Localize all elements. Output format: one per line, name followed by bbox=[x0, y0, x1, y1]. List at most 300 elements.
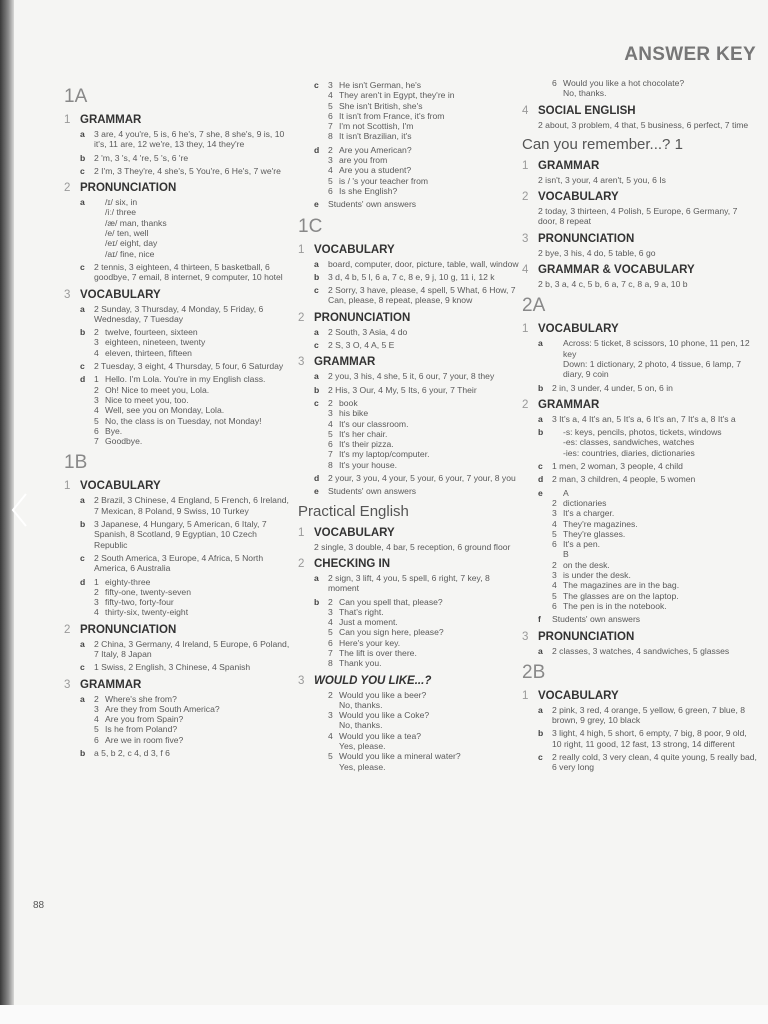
answer-row bbox=[94, 337, 292, 347]
answer-row bbox=[552, 591, 758, 601]
row-text: -s: keys, pencils, photos, tickets, windows bbox=[563, 427, 722, 438]
row-text: thirty-six, twenty-eight bbox=[105, 607, 189, 618]
item-letter: a bbox=[314, 371, 319, 382]
answer-row bbox=[94, 395, 292, 405]
section-heading bbox=[522, 630, 758, 644]
answer-row bbox=[94, 577, 292, 587]
row-text: Are we in room five? bbox=[105, 734, 184, 745]
answer-row bbox=[328, 419, 520, 429]
answer-list bbox=[64, 374, 292, 446]
page-title: ANSWER KEY bbox=[624, 44, 756, 65]
section-heading bbox=[522, 689, 758, 703]
answer-row bbox=[328, 731, 520, 741]
answer-rows bbox=[328, 597, 520, 669]
answer-row bbox=[328, 121, 520, 131]
section-title: GRAMMAR bbox=[80, 114, 142, 126]
row-text: He isn't German, he's bbox=[339, 80, 422, 90]
answer-text: 2 China, 3 Germany, 4 Ireland, 5 Europe, 6 Poland, 7 Italy, 8 Japan bbox=[94, 638, 290, 659]
section-title: PRONUNCIATION bbox=[80, 623, 177, 636]
row-text: Yes, please. bbox=[339, 741, 386, 752]
chevron-left-icon bbox=[8, 490, 32, 530]
answer-row bbox=[328, 80, 520, 90]
answer-text: board, computer, door, picture, table, wall, window bbox=[328, 258, 519, 269]
answer-row bbox=[328, 460, 520, 470]
row-number: 6 bbox=[328, 637, 333, 648]
answer-row bbox=[328, 165, 520, 175]
row-text: I'm not Scottish, I'm bbox=[339, 121, 414, 132]
section-title: GRAMMAR bbox=[314, 356, 376, 369]
answer-row bbox=[94, 694, 292, 704]
row-number bbox=[552, 338, 563, 359]
section-number: 2 bbox=[522, 191, 529, 204]
row-number bbox=[552, 488, 563, 498]
answer-row bbox=[328, 751, 520, 761]
row-text: It isn't Brazilian, it's bbox=[339, 131, 412, 142]
answer-row bbox=[94, 724, 292, 734]
row-number: 7 bbox=[328, 121, 333, 132]
answer-item bbox=[298, 385, 520, 395]
answer-row bbox=[328, 398, 520, 408]
section-number: 1 bbox=[64, 114, 71, 126]
item-letter: e bbox=[538, 487, 543, 498]
section-title: PRONUNCIATION bbox=[538, 630, 635, 643]
answer-row bbox=[552, 359, 758, 380]
row-text: Are you a student? bbox=[339, 165, 412, 176]
row-text: It's their pizza. bbox=[339, 439, 394, 450]
item-letter: b bbox=[80, 152, 86, 163]
answer-rows bbox=[94, 327, 292, 358]
answer-item bbox=[298, 259, 520, 269]
section-title: VOCABULARY bbox=[538, 689, 619, 702]
row-text: Are you American? bbox=[339, 144, 412, 155]
row-text: Hello. I'm Lola. You're in my English class. bbox=[105, 374, 266, 385]
section-title: SOCIAL ENGLISH bbox=[538, 104, 636, 117]
answer-text: 2 Sorry, 3 have, please, 4 spell, 5 What, 6 How, 7 Can, please, 8 repeat, please, 9 know bbox=[328, 285, 516, 306]
answer-row bbox=[328, 145, 520, 155]
answer-list bbox=[522, 338, 758, 379]
row-number: 7 bbox=[94, 436, 99, 447]
answer-row bbox=[328, 90, 520, 100]
answer-item bbox=[298, 486, 520, 496]
item-letter: a bbox=[538, 704, 543, 715]
row-number: 2 bbox=[328, 397, 333, 408]
answer-row bbox=[328, 720, 520, 730]
answer-rows bbox=[328, 80, 520, 142]
item-letter: d bbox=[80, 576, 86, 587]
row-text: The glasses are on the laptop. bbox=[563, 590, 679, 601]
row-text: They're glasses. bbox=[563, 528, 626, 539]
item-letter: c bbox=[80, 552, 85, 563]
answer-row bbox=[94, 426, 292, 436]
row-number: 3 bbox=[328, 408, 333, 419]
section-number: 4 bbox=[522, 264, 529, 277]
answer-row bbox=[328, 155, 520, 165]
answer-text: 2 pink, 3 red, 4 orange, 5 yellow, 6 green, 7 blue, 8 brown, 9 grey, 10 black bbox=[552, 704, 746, 726]
row-number: 5 bbox=[328, 627, 333, 638]
row-number: 3 bbox=[328, 606, 333, 617]
row-text: Can you spell that, please? bbox=[339, 596, 443, 607]
row-number: 3 bbox=[94, 337, 99, 348]
answer-item bbox=[64, 361, 292, 371]
row-text: /e/ ten, well bbox=[105, 228, 149, 239]
row-number: 5 bbox=[94, 415, 99, 426]
answer-text: Students' own answers bbox=[328, 199, 417, 210]
item-letter: a bbox=[538, 338, 543, 349]
answer-rows bbox=[94, 694, 292, 745]
answer-row bbox=[552, 437, 758, 447]
section-heading bbox=[298, 355, 520, 369]
row-text: It's my laptop/computer. bbox=[339, 449, 430, 460]
answer-row bbox=[328, 648, 520, 658]
row-text: eleven, thirteen, fifteen bbox=[105, 347, 192, 358]
section-title: WOULD YOU LIKE...? bbox=[314, 674, 432, 687]
section-title: CHECKING IN bbox=[314, 557, 391, 570]
section-title: VOCABULARY bbox=[80, 288, 161, 301]
row-text: are you from bbox=[339, 155, 388, 166]
answer-row bbox=[328, 131, 520, 141]
item-letter: b bbox=[538, 728, 544, 739]
item-letter: e bbox=[314, 486, 319, 497]
row-number: 4 bbox=[328, 617, 333, 628]
row-text: Bye. bbox=[105, 425, 123, 436]
answer-text: 3 light, 4 high, 5 short, 6 empty, 7 big, 8 poor, 9 old, 10 right, 11 good, 12 fast, 13 strong, 14 different bbox=[552, 728, 747, 749]
section-number: 1 bbox=[522, 689, 529, 702]
answer-text: 1 men, 2 woman, 3 people, 4 child bbox=[552, 461, 683, 472]
answer-item bbox=[298, 272, 520, 282]
item-letter: b bbox=[80, 748, 86, 759]
row-number bbox=[94, 238, 105, 248]
row-number bbox=[94, 197, 105, 207]
answer-text: 2 Tuesday, 3 eight, 4 Thursday, 5 four, 6 Saturday bbox=[94, 361, 284, 372]
row-number bbox=[552, 549, 563, 559]
section-number: 1 bbox=[64, 480, 71, 493]
row-text: is under the desk. bbox=[563, 570, 631, 581]
row-number: 8 bbox=[328, 459, 333, 470]
section-heading bbox=[64, 113, 292, 127]
row-number: 1 bbox=[94, 576, 99, 587]
row-text: Can you sign here, please? bbox=[339, 627, 444, 638]
answer-row bbox=[94, 385, 292, 395]
item-letter: c bbox=[80, 165, 85, 176]
row-number: 5 bbox=[552, 528, 557, 539]
row-number: 2 bbox=[328, 689, 333, 700]
section-number: 3 bbox=[298, 356, 305, 369]
row-text: It's her chair. bbox=[339, 428, 388, 439]
row-text: The pen is in the notebook. bbox=[563, 600, 667, 611]
answer-row bbox=[94, 197, 292, 207]
row-text: twelve, fourteen, sixteen bbox=[105, 327, 198, 338]
item-letter: b bbox=[80, 519, 86, 530]
answer-row bbox=[552, 601, 758, 611]
answer-text: 3 It's a, 4 It's an, 5 It's a, 6 It's an, 7 It's a, 8 It's a bbox=[552, 413, 736, 424]
answer-row bbox=[328, 597, 520, 607]
row-number bbox=[552, 88, 563, 98]
section-number: 2 bbox=[298, 557, 305, 570]
answer-row bbox=[94, 348, 292, 358]
row-text: Just a moment. bbox=[339, 617, 398, 628]
answer-rows bbox=[552, 78, 758, 99]
answer-row bbox=[328, 429, 520, 439]
row-text: fifty-one, twenty-seven bbox=[105, 586, 191, 597]
section-title: PRONUNCIATION bbox=[80, 182, 177, 195]
answer-text: 3 d, 4 b, 5 l, 6 a, 7 c, 8 e, 9 j, 10 g, 11 i, 12 k bbox=[328, 271, 495, 282]
row-number bbox=[552, 359, 563, 380]
answer-row bbox=[552, 549, 758, 559]
section-heading bbox=[298, 243, 520, 257]
item-letter: c bbox=[538, 461, 543, 472]
item-letter: a bbox=[80, 693, 85, 704]
answer-row bbox=[328, 627, 520, 637]
row-text: /ɪ/ six, in bbox=[105, 197, 138, 208]
row-number: 1 bbox=[94, 374, 99, 385]
row-number: 5 bbox=[328, 428, 333, 439]
item-letter: c bbox=[314, 397, 319, 408]
item-letter: a bbox=[538, 413, 543, 424]
answer-text: 2 today, 3 thirteen, 4 Polish, 5 Europe, 6 Germany, 7 door, 8 repeat bbox=[538, 206, 738, 227]
section-title: GRAMMAR bbox=[538, 159, 600, 172]
row-text: Is he from Poland? bbox=[105, 724, 178, 735]
row-number: 4 bbox=[94, 405, 99, 416]
row-text: Would you like a beer? bbox=[339, 689, 427, 700]
row-number: 4 bbox=[328, 90, 333, 101]
row-number bbox=[552, 427, 563, 437]
previous-page-button[interactable] bbox=[8, 490, 32, 530]
section-title: VOCABULARY bbox=[80, 480, 161, 493]
answer-text: 2 S, 3 O, 4 A, 5 E bbox=[328, 340, 395, 351]
row-text: Are they from South America? bbox=[105, 703, 220, 714]
item-letter: d bbox=[538, 474, 544, 485]
row-number: 6 bbox=[328, 439, 333, 450]
row-text: Nice to meet you, too. bbox=[105, 394, 189, 405]
answer-item bbox=[298, 285, 520, 306]
row-text: It's our classroom. bbox=[339, 418, 409, 429]
answer-row bbox=[552, 508, 758, 518]
row-number: 6 bbox=[94, 425, 99, 436]
answer-row bbox=[328, 101, 520, 111]
answer-rows bbox=[328, 690, 520, 772]
answer-item bbox=[64, 304, 292, 325]
row-number: 3 bbox=[328, 80, 333, 90]
answer-text: 2 you, 3 his, 4 she, 5 it, 6 our, 7 your, 8 they bbox=[328, 371, 495, 382]
item-letter: a bbox=[80, 638, 85, 649]
answer-rows bbox=[328, 398, 520, 470]
answer-row bbox=[552, 427, 758, 437]
row-number: 3 bbox=[328, 710, 333, 721]
item-letter: b bbox=[314, 271, 320, 282]
section-number: 2 bbox=[64, 623, 71, 636]
row-text: No, thanks. bbox=[339, 720, 383, 731]
section-heading bbox=[64, 678, 292, 692]
answer-row bbox=[328, 408, 520, 418]
row-text: B bbox=[563, 549, 569, 560]
row-number: 6 bbox=[328, 185, 333, 196]
part-heading: Practical English bbox=[298, 502, 409, 520]
row-text: /eɪ/ eight, day bbox=[105, 238, 158, 249]
section-heading bbox=[298, 674, 520, 688]
answer-text: Students' own answers bbox=[552, 614, 641, 625]
unit-heading: 1B bbox=[64, 452, 88, 474]
section-heading bbox=[522, 322, 758, 336]
row-number bbox=[94, 249, 105, 259]
row-number: 2 bbox=[94, 586, 99, 597]
answer-row bbox=[328, 617, 520, 627]
section-title: PRONUNCIATION bbox=[538, 232, 635, 245]
section-heading bbox=[522, 232, 758, 246]
row-number: 4 bbox=[552, 580, 557, 591]
item-letter: a bbox=[314, 572, 319, 583]
row-text: -ies: countries, diaries, dictionaries bbox=[563, 447, 695, 458]
item-letter bbox=[298, 690, 328, 772]
row-number bbox=[94, 228, 105, 238]
row-number: 6 bbox=[552, 600, 557, 611]
answer-row bbox=[552, 529, 758, 539]
answer-list bbox=[64, 694, 292, 745]
row-text: /iː/ three bbox=[105, 207, 137, 218]
answer-text: 1 Swiss, 2 English, 3 Chinese, 4 Spanish bbox=[94, 662, 251, 673]
answer-item bbox=[298, 573, 520, 594]
section-heading bbox=[522, 190, 758, 204]
answer-text: 2 classes, 3 watches, 4 sandwiches, 5 glasses bbox=[552, 645, 730, 656]
answer-rows bbox=[552, 338, 758, 379]
row-text: Here's your key. bbox=[339, 637, 401, 648]
row-text: Would you like a hot chocolate? bbox=[563, 78, 685, 88]
row-text: The magazines are in the bag. bbox=[563, 580, 680, 591]
answer-item bbox=[522, 461, 758, 471]
answer-text: 2 sign, 3 lift, 4 you, 5 spell, 6 right, 7 key, 8 moment bbox=[328, 572, 490, 594]
section-number: 3 bbox=[522, 630, 529, 643]
answer-text: 3 Japanese, 4 Hungary, 5 American, 6 Italy, 7 Spanish, 8 Scotland, 9 Egyptian, 10 Czech Republic bbox=[94, 519, 267, 550]
section-number: 1 bbox=[522, 159, 529, 172]
row-number: 5 bbox=[328, 100, 333, 111]
answer-row bbox=[94, 238, 292, 248]
answer-list bbox=[298, 597, 520, 669]
row-text: Yes, please. bbox=[339, 761, 386, 772]
answer-text: 2 isn't, 3 your, 4 aren't, 5 you, 6 Is bbox=[538, 174, 666, 185]
answer-item bbox=[64, 662, 292, 672]
row-number: 3 bbox=[94, 597, 99, 608]
page-bottom-margin bbox=[0, 1005, 768, 1024]
section-number: 1 bbox=[298, 526, 305, 539]
column-left bbox=[64, 80, 292, 761]
row-text: No, thanks. bbox=[339, 699, 383, 710]
answer-row bbox=[328, 111, 520, 121]
item-letter: b bbox=[314, 384, 320, 395]
answer-item bbox=[64, 495, 292, 516]
row-text: No, thanks. bbox=[563, 88, 607, 99]
answer-rows bbox=[94, 577, 292, 618]
item-letter: a bbox=[80, 495, 85, 506]
section-title: VOCABULARY bbox=[538, 323, 619, 336]
section-number: 2 bbox=[64, 182, 71, 195]
item-letter: d bbox=[314, 473, 320, 484]
section-heading bbox=[64, 479, 292, 493]
row-text: Across: 5 ticket, 8 scissors, 10 phone, 11 pen, 12 key bbox=[563, 338, 750, 359]
answer-row bbox=[552, 580, 758, 590]
row-text: Would you like a tea? bbox=[339, 730, 422, 741]
section-title: PRONUNCIATION bbox=[314, 311, 411, 324]
row-text: eighty-three bbox=[105, 576, 151, 587]
item-letter: c bbox=[314, 340, 319, 351]
row-text: Well, see you on Monday, Lola. bbox=[105, 405, 225, 416]
item-letter: b bbox=[80, 327, 86, 338]
answer-row bbox=[552, 88, 758, 98]
answer-row bbox=[94, 249, 292, 259]
answer-list bbox=[64, 197, 292, 259]
row-number: 3 bbox=[552, 508, 557, 519]
section-heading bbox=[522, 104, 758, 118]
row-number bbox=[328, 762, 339, 772]
section-number: 1 bbox=[522, 323, 529, 336]
answer-item bbox=[298, 327, 520, 337]
answer-row bbox=[94, 416, 292, 426]
answer-list bbox=[522, 488, 758, 612]
answer-text: 2 'm, 3 's, 4 're, 5 's, 6 're bbox=[94, 152, 189, 163]
row-text: /aɪ/ fine, nice bbox=[105, 248, 155, 259]
answer-row bbox=[328, 176, 520, 186]
answer-item bbox=[298, 199, 520, 209]
answer-text: 3 are, 4 you're, 5 is, 6 he's, 7 she, 8 she's, 9 is, 10 it's, 11 are, 12 we're, 13 they, 14 they're bbox=[94, 129, 285, 150]
answer-row bbox=[328, 658, 520, 668]
row-text: Goodbye. bbox=[105, 436, 143, 447]
section-number: 2 bbox=[298, 311, 305, 324]
section-title: VOCABULARY bbox=[314, 526, 395, 539]
item-letter: b bbox=[314, 596, 320, 607]
row-number: 5 bbox=[552, 590, 557, 601]
column-right bbox=[522, 78, 758, 776]
row-number: 2 bbox=[94, 384, 99, 395]
row-number: 7 bbox=[328, 647, 333, 658]
section-heading bbox=[522, 263, 758, 277]
answer-item bbox=[522, 383, 758, 393]
row-number: 2 bbox=[552, 497, 557, 508]
row-number: 2 bbox=[552, 559, 557, 570]
answer-item bbox=[522, 414, 758, 424]
item-letter: c bbox=[80, 361, 85, 372]
row-number: 4 bbox=[94, 714, 99, 725]
section-heading bbox=[298, 557, 520, 571]
answer-item bbox=[522, 646, 758, 656]
row-text: Where's she from? bbox=[105, 693, 177, 704]
answer-text: 2 your, 3 you, 4 your, 5 your, 6 your, 7 your, 8 you bbox=[328, 473, 516, 484]
row-text: Would you like a mineral water? bbox=[339, 751, 461, 762]
answer-text: 2 Sunday, 3 Thursday, 4 Monday, 5 Friday, 6 Wednesday, 7 Tuesday bbox=[94, 303, 264, 324]
row-number: 6 bbox=[328, 110, 333, 121]
item-letter: c bbox=[538, 751, 543, 762]
item-letter: d bbox=[314, 144, 320, 155]
item-letter: a bbox=[80, 303, 85, 314]
section-heading bbox=[298, 526, 520, 540]
answer-text: 2 South America, 3 Europe, 4 Africa, 5 North America, 6 Australia bbox=[94, 552, 264, 574]
row-text: dictionaries bbox=[563, 497, 607, 508]
row-number: 3 bbox=[328, 155, 333, 166]
row-number: 2 bbox=[94, 327, 99, 338]
item-letter: b bbox=[538, 382, 544, 393]
row-text: It's your house. bbox=[339, 459, 398, 470]
answer-item bbox=[298, 371, 520, 381]
answer-row bbox=[328, 439, 520, 449]
item-letter: f bbox=[538, 614, 541, 625]
answer-text: 2 South, 3 Asia, 4 do bbox=[328, 326, 408, 337]
row-number: 7 bbox=[328, 449, 333, 460]
row-text: Is she English? bbox=[339, 185, 398, 196]
row-number: 3 bbox=[94, 703, 99, 714]
section-number: 1 bbox=[298, 243, 305, 256]
answer-item bbox=[64, 748, 292, 758]
answer-item bbox=[522, 474, 758, 484]
answer-text: 2 tennis, 3 eighteen, 4 thirteen, 5 basketball, 6 goodbye, 7 email, 8 internet, 9 computer, 10 hotel bbox=[94, 261, 283, 283]
answer-rows bbox=[552, 427, 758, 458]
answer-item bbox=[64, 153, 292, 163]
